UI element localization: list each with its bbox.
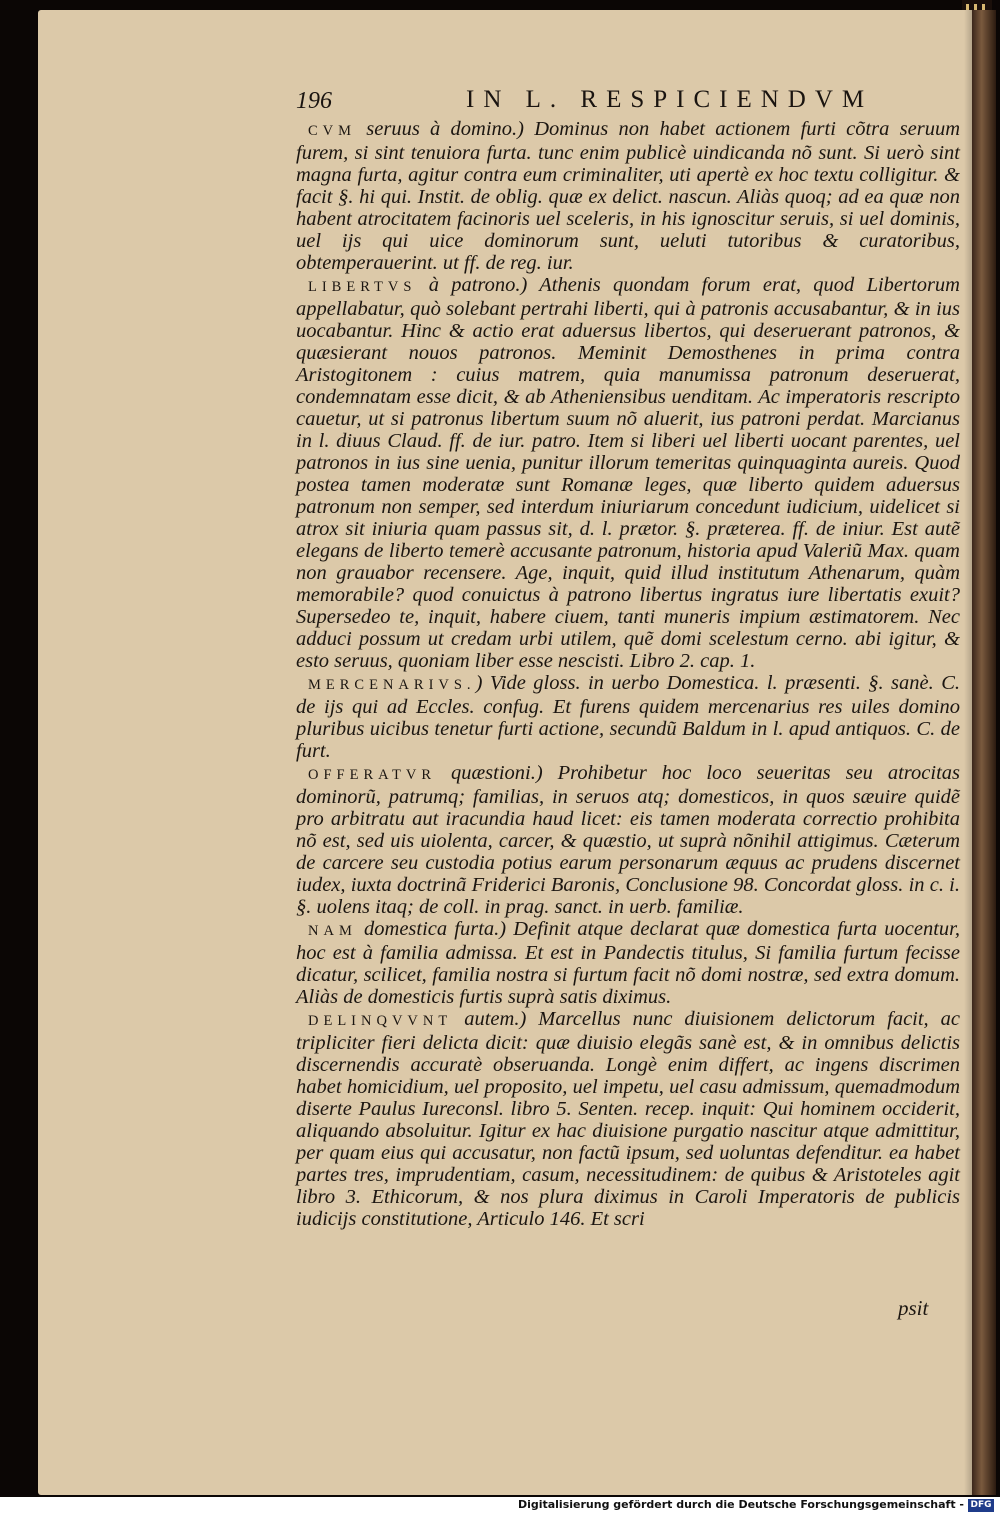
lemma: MERCENARIVS. xyxy=(308,677,476,693)
paragraph-text: ) Vide gloss. in uerbo Domestica. l. præsenti. §. sanè. C. de ijs qui ad Eccles. confug. Et furens quidem mercenarius res uiles domino pluribus uicibus tenetur furti actione, secundũ Baldum in l. apud antiquos. C. de furt. xyxy=(296,672,960,762)
page-header xyxy=(296,84,956,116)
paragraph-text: seruus à domino.) Dominus non habet actionem furti cõtra seruum furem, si sint tenuiora furta. tunc enim publicè uindicanda nõ sunt. Si uerò sint magna furta, agitur contra eum criminaliter, uti apertè ex hoc textu colligitur. & facit §. hi qui. Instit. de oblig. quæ ex delict. nascun. Aliàs quoq; ad ea quæ non habent atrocitatem facinoris uel sceleris, in his ignoscitur seruis, si uel dominis, uel ijs qui uice dominorum sunt, ueluti tutoribus & curatoribus, obtemperauerint. ut ff. de reg. iur. xyxy=(296,118,960,274)
paragraph-text: domestica furta.) Definit atque declarat quæ domestica furta uocentur, hoc est à familia admissa. Et est in Pandectis titulus, Si familia furtum fecisse dicatur, scilicet, familia nostra si furtum facit nõ domi nostræ, sed extra domum. Aliàs de domesticis furtis suprà satis diximus. xyxy=(296,918,960,1008)
paragraph xyxy=(296,762,960,918)
body-text xyxy=(296,118,960,1230)
lemma: LIBERTVS xyxy=(308,279,417,295)
page-gutter xyxy=(972,10,996,1495)
catchword: psit xyxy=(898,1296,929,1320)
lemma: OFFERATVR xyxy=(308,767,436,783)
paragraph-text: autem.) Marcellus nunc diuisionem delictorum facit, ac tripliciter fieri delicta dicit: quæ diuisio elegãs sanè est, & in omnibus delictis discernendis accuratè obseruanda. Longè enim differt, ac ingens discrimen habet homicidium, uel proposito, uel impetu, uel casu admissum, quemadmodum diserte Paulus Iureconsl. libro 5. Senten. recep. inquit: Qui hominem occiderit, aliquando absoluitur. Igitur ex hac diuisione purgatio nascitur atque admittitur, per quam eius qui accusatur, non factũ ipsum, sed uoluntas defenditur. ea habet partes tres, imprudentiam, casum, necessitudinem: de quibus & Aristoteles agit libro 3. Ethicorum, & nos plura diximus in Caroli Imperatoris de publicis iudicijs constitutione, Articulo 146. Et scri xyxy=(296,1008,960,1230)
running-head: IN L. RESPICIENDVM xyxy=(466,86,874,113)
paragraph xyxy=(296,274,960,672)
page-number: 196 xyxy=(296,88,332,114)
lemma: CVM xyxy=(308,123,357,139)
lemma: DELINQVVNT xyxy=(308,1013,453,1029)
paragraph xyxy=(296,672,960,762)
digitization-credit: Digitalisierung gefördert durch die Deutsche Forschungsgemeinschaft - xyxy=(517,1498,964,1511)
paragraph xyxy=(296,1008,960,1230)
dfg-logo[interactable]: DFG xyxy=(968,1499,994,1512)
paragraph-text: quæstioni.) Prohibetur hoc loco seueritas seu atrocitas dominorũ, patrumq; familias, in seruos atq; domesticos, in quos sæuire quidẽ pro arbitratu aut iracundia haud licet: eis tamen moderata correctio prohibita nõ est, sed uis uiolenta, carcer, & quæstio, ut suprà nõnihil attigimus. Cæterum de carcere seu custodia potius earum personarum æquus ac prudens discernet iudex, iuxta doctrinã Friderici Baronis, Conclusione 98. Concordat gloss. in c. i. §. uolens itaq; de coll. in prag. sanct. in uerb. familiæ. xyxy=(296,762,960,918)
paragraph-text: à patrono.) Athenis quondam forum erat, quod Libertorum appellabatur, quò solebant pertrahi liberti, qui à patronis accusabantur, & in ius uocabantur. Hinc & actio erat aduersus libertos, qui deseruerant patronos, & quæsierant nouos patronos. Meminit Demosthenes in prima contra Aristogitonem : cuius matrem, quia manumissa patronum deseruerat, condemnatam esse dicit, & ab Atheniensibus uenditam. Ac imperatoris rescripto cauetur, ut si patronus libertum suum nõ aluerit, ius patroni perdat. Marcianus in l. diuus Claud. ff. de iur. patro. Item si liberi uel liberti uocant parentes, uel patronos in ius sine uenia, punitur illorum temeritas quinquaginta aureis. Quod postea tamen moderatæ sunt Romanæ leges, quæ liberto quidem aduersus patronum non semper, sed interdum iniuriarum concedunt iudicium, uidelicet si atrox sit iniuria quam passus sit, d. l. prætor. §. præterea. ff. de iniur. Est autẽ elegans de liberto temerè accusante patronum, historia apud Valeriũ Max. quam non grauabor recensere. Age, inquit, quid illud institutum Athenarum, quàm memorabile? quod conuictus à patrono libertus ingratus iure libertatis exuit? Supersedeo te, inquit, habere ciuem, tanti muneris impium æstimatorem. Nec adduci possum ut credam urbi utilem, quẽ domi scelestum cerno. abi igitur, & esto seruus, quoniam liber esse nescisti. Libro 2. cap. 1. xyxy=(296,274,960,672)
paragraph xyxy=(296,918,960,1008)
paragraph xyxy=(296,118,960,274)
lemma: NAM xyxy=(308,923,357,939)
footer xyxy=(0,1497,1000,1515)
